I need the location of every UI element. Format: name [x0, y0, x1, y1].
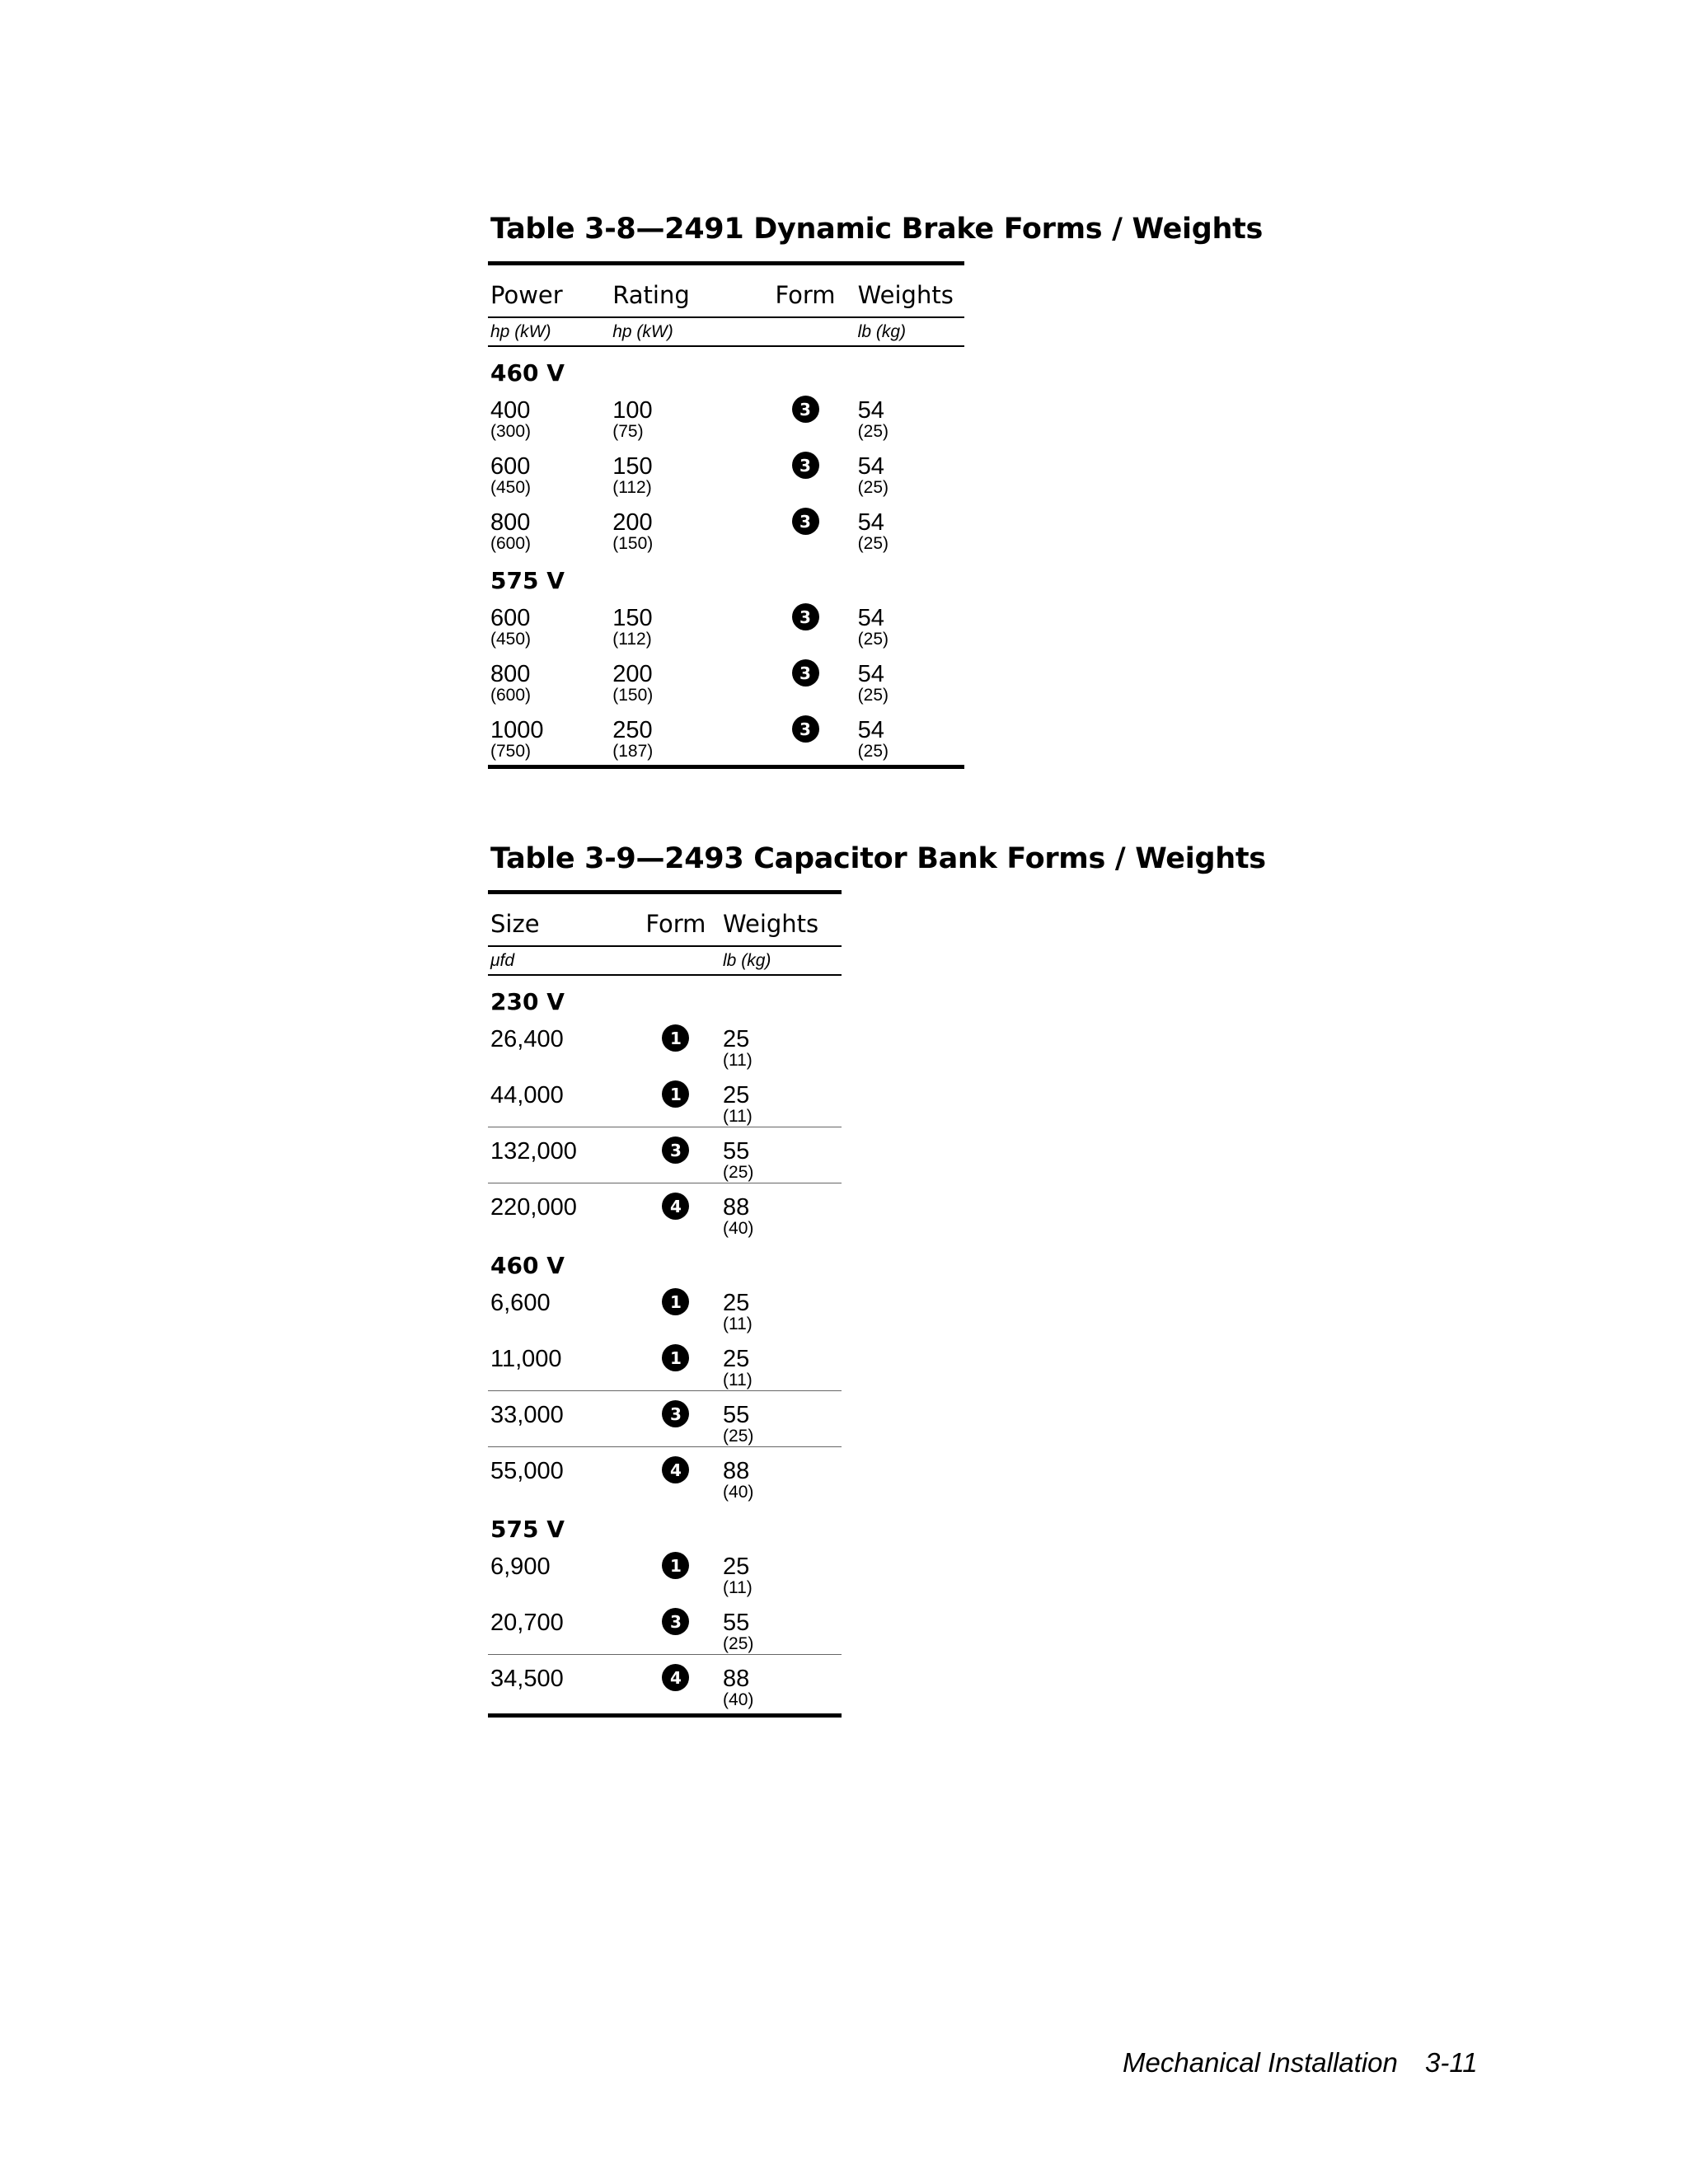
form-number-icon: 4	[662, 1193, 689, 1220]
weight-cell-value: 25	[723, 1026, 750, 1052]
weight-cell	[723, 1291, 842, 1335]
weight-cell-metric: (25)	[857, 742, 889, 761]
form-number-icon: 3	[662, 1137, 689, 1164]
weight-cell	[723, 1403, 842, 1446]
voltage-group-label	[488, 347, 964, 387]
weight-cell-value: 25	[723, 1290, 750, 1316]
dynamic-brake-table	[488, 261, 964, 769]
form-number-icon: 1	[662, 1288, 689, 1315]
weight-cell-metric: (40)	[723, 1690, 754, 1709]
form-cell	[753, 510, 857, 555]
form-number-icon: 1	[662, 1080, 689, 1108]
weight-cell-metric: (25)	[857, 686, 889, 705]
weight-cell-value: 54	[857, 509, 884, 536]
table-header-row	[488, 265, 964, 316]
header-form: Form	[775, 281, 836, 309]
rating-cell	[612, 662, 753, 706]
table-row	[488, 1279, 842, 1335]
table-row	[488, 499, 964, 555]
form-cell	[629, 1195, 723, 1240]
table-row	[488, 1183, 842, 1240]
table-row	[488, 1015, 842, 1071]
size-cell-value: 132,000	[490, 1138, 577, 1165]
power-cell-value: 1000	[490, 717, 544, 743]
weight-cell	[723, 1347, 842, 1390]
form-cell	[629, 1554, 723, 1599]
form-cell	[629, 1459, 723, 1503]
form-cell	[753, 606, 857, 650]
units-row	[488, 318, 964, 345]
weight-cell	[723, 1666, 842, 1711]
page-footer	[1123, 2047, 1478, 2079]
rating-cell	[612, 454, 753, 499]
weight-cell	[723, 1459, 842, 1503]
weight-cell	[858, 662, 964, 706]
table-row	[488, 650, 964, 706]
header-weights: Weights	[723, 910, 819, 938]
weight-cell-metric: (25)	[723, 1634, 754, 1653]
size-cell-value: 33,000	[490, 1402, 564, 1428]
units-size: μfd	[490, 950, 515, 970]
size-cell	[488, 1139, 629, 1183]
header-rating: Rating	[612, 281, 690, 309]
table-row	[488, 1391, 842, 1447]
rating-cell-metric: (150)	[612, 534, 654, 553]
rating-cell-value: 200	[612, 661, 653, 687]
weight-cell	[858, 510, 964, 555]
weight-cell-metric: (25)	[857, 534, 889, 553]
weight-cell-value: 55	[723, 1402, 750, 1428]
form-number-icon: 3	[662, 1400, 689, 1427]
size-cell	[488, 1610, 629, 1654]
table-row	[488, 1447, 842, 1503]
weight-cell-metric: (11)	[723, 1315, 753, 1333]
weight-cell-metric: (25)	[723, 1427, 754, 1446]
weight-cell-metric: (25)	[723, 1163, 754, 1182]
weight-cell-metric: (25)	[857, 630, 889, 649]
voltage-group-label	[488, 1240, 842, 1279]
size-cell-value: 34,500	[490, 1666, 564, 1692]
size-cell	[488, 1291, 629, 1335]
weight-cell-value: 54	[857, 661, 884, 687]
power-cell-metric: (600)	[490, 534, 532, 553]
size-cell-value: 44,000	[490, 1082, 564, 1108]
form-number-icon: 3	[792, 452, 819, 479]
form-cell	[753, 454, 857, 499]
rating-cell-metric: (112)	[612, 478, 652, 497]
form-number-icon: 3	[792, 508, 819, 535]
size-cell-value: 220,000	[490, 1194, 577, 1221]
table-row	[488, 443, 964, 499]
form-number-icon: 1	[662, 1552, 689, 1579]
table-row	[488, 1071, 842, 1127]
table-3-9-title: Table 3-9—2493 Capacitor Bank Forms / Weights	[490, 842, 1266, 875]
units-row	[488, 947, 842, 974]
form-number-icon: 3	[792, 396, 819, 423]
weight-cell-metric: (11)	[723, 1051, 753, 1070]
size-cell	[488, 1195, 629, 1240]
units-weights: lb (kg)	[857, 321, 907, 341]
weight-cell-value: 88	[723, 1194, 750, 1221]
voltage-label: 575 V	[490, 567, 565, 594]
table-bottom-rule	[488, 1713, 842, 1718]
weight-cell-value: 25	[723, 1554, 750, 1580]
size-cell-value: 6,600	[490, 1290, 551, 1316]
size-cell	[488, 1403, 629, 1446]
size-cell	[488, 1083, 629, 1127]
power-cell-metric: (600)	[490, 686, 532, 705]
table-row	[488, 1335, 842, 1391]
form-number-icon: 4	[662, 1664, 689, 1691]
form-cell	[629, 1610, 723, 1654]
form-number-icon: 1	[662, 1344, 689, 1371]
weight-cell-value: 25	[723, 1082, 750, 1108]
weight-cell	[858, 398, 964, 443]
voltage-group-label	[488, 1503, 842, 1543]
size-cell	[488, 1027, 629, 1071]
power-cell	[488, 510, 612, 555]
header-form: Form	[645, 910, 706, 938]
weight-cell-value: 54	[857, 717, 884, 743]
weight-cell	[858, 718, 964, 762]
voltage-group-label	[488, 555, 964, 594]
size-cell-value: 20,700	[490, 1610, 564, 1636]
footer-page-number: 3-11	[1425, 2047, 1478, 2078]
weight-cell	[723, 1554, 842, 1599]
voltage-label: 575 V	[490, 1516, 565, 1543]
voltage-label: 460 V	[490, 1252, 565, 1279]
weight-cell-value: 54	[857, 397, 884, 424]
form-cell	[629, 1139, 723, 1183]
power-cell-metric: (450)	[490, 630, 532, 649]
header-weights: Weights	[857, 281, 954, 309]
form-number-icon: 3	[792, 603, 819, 630]
form-cell	[629, 1666, 723, 1711]
form-cell	[753, 718, 857, 762]
rating-cell-metric: (75)	[612, 422, 644, 441]
units-rating: hp (kW)	[612, 321, 673, 341]
power-cell-value: 800	[490, 661, 531, 687]
weight-cell	[723, 1139, 842, 1183]
table-body	[488, 347, 964, 762]
size-cell	[488, 1347, 629, 1390]
rating-cell-metric: (150)	[612, 686, 654, 705]
weight-cell	[858, 606, 964, 650]
form-cell	[753, 398, 857, 443]
table-row	[488, 1599, 842, 1655]
power-cell-value: 400	[490, 397, 531, 424]
table-row	[488, 706, 964, 762]
header-power: Power	[490, 281, 563, 309]
power-cell	[488, 662, 612, 706]
rating-cell-metric: (112)	[612, 630, 652, 649]
power-cell-value: 600	[490, 453, 531, 480]
table-row	[488, 387, 964, 443]
weight-cell-value: 55	[723, 1138, 750, 1165]
power-cell	[488, 454, 612, 499]
table-bottom-rule	[488, 765, 964, 769]
weight-cell-metric: (11)	[723, 1371, 753, 1390]
weight-cell-value: 55	[723, 1610, 750, 1636]
rating-cell-metric: (187)	[612, 742, 654, 761]
form-number-icon: 1	[662, 1024, 689, 1052]
weight-cell-metric: (11)	[723, 1578, 753, 1597]
form-cell	[629, 1347, 723, 1390]
size-cell-value: 55,000	[490, 1458, 564, 1484]
weight-cell-value: 54	[857, 605, 884, 631]
table-row	[488, 594, 964, 650]
units-power: hp (kW)	[490, 321, 551, 341]
weight-cell-metric: (25)	[857, 422, 889, 441]
table-row	[488, 1655, 842, 1711]
table-header-row	[488, 894, 842, 945]
rating-cell	[612, 398, 753, 443]
rating-cell-value: 150	[612, 453, 653, 480]
voltage-label: 230 V	[490, 988, 565, 1015]
rating-cell	[612, 606, 753, 650]
rating-cell-value: 150	[612, 605, 653, 631]
table-body	[488, 976, 842, 1711]
voltage-label: 460 V	[490, 359, 565, 387]
weight-cell-value: 54	[857, 453, 884, 480]
weight-cell-metric: (11)	[723, 1107, 753, 1126]
form-cell	[629, 1027, 723, 1071]
power-cell-value: 600	[490, 605, 531, 631]
rating-cell-value: 200	[612, 509, 653, 536]
weight-cell	[723, 1195, 842, 1240]
power-cell	[488, 606, 612, 650]
voltage-group-label	[488, 976, 842, 1015]
table-row	[488, 1543, 842, 1599]
form-cell	[629, 1291, 723, 1335]
units-weights: lb (kg)	[723, 950, 771, 970]
weight-cell-value: 88	[723, 1458, 750, 1484]
footer-section: Mechanical Installation	[1123, 2047, 1398, 2078]
table-3-8-title: Table 3-8—2491 Dynamic Brake Forms / Weights	[490, 213, 1264, 246]
power-cell	[488, 718, 612, 762]
size-cell-value: 6,900	[490, 1554, 551, 1580]
form-number-icon: 3	[662, 1608, 689, 1635]
power-cell-metric: (450)	[490, 478, 532, 497]
power-cell	[488, 398, 612, 443]
power-cell-metric: (300)	[490, 422, 532, 441]
rating-cell-value: 250	[612, 717, 653, 743]
weight-cell-metric: (40)	[723, 1483, 754, 1502]
header-size: Size	[490, 910, 540, 938]
size-cell	[488, 1459, 629, 1503]
rating-cell-value: 100	[612, 397, 653, 424]
weight-cell-metric: (40)	[723, 1219, 754, 1238]
form-number-icon: 3	[792, 715, 819, 743]
size-cell	[488, 1666, 629, 1711]
form-number-icon: 3	[792, 659, 819, 687]
weight-cell	[723, 1083, 842, 1127]
table-row	[488, 1127, 842, 1183]
size-cell	[488, 1554, 629, 1599]
power-cell-value: 800	[490, 509, 531, 536]
weight-cell	[723, 1027, 842, 1071]
rating-cell	[612, 718, 753, 762]
weight-cell	[723, 1610, 842, 1654]
rating-cell	[612, 510, 753, 555]
form-cell	[629, 1083, 723, 1127]
form-cell	[753, 662, 857, 706]
form-number-icon: 4	[662, 1456, 689, 1483]
weight-cell-value: 25	[723, 1346, 750, 1372]
weight-cell-metric: (25)	[857, 478, 889, 497]
capacitor-bank-table	[488, 890, 842, 1718]
power-cell-metric: (750)	[490, 742, 532, 761]
weight-cell-value: 88	[723, 1666, 750, 1692]
weight-cell	[858, 454, 964, 499]
size-cell-value: 26,400	[490, 1026, 564, 1052]
form-cell	[629, 1403, 723, 1446]
size-cell-value: 11,000	[490, 1346, 562, 1372]
